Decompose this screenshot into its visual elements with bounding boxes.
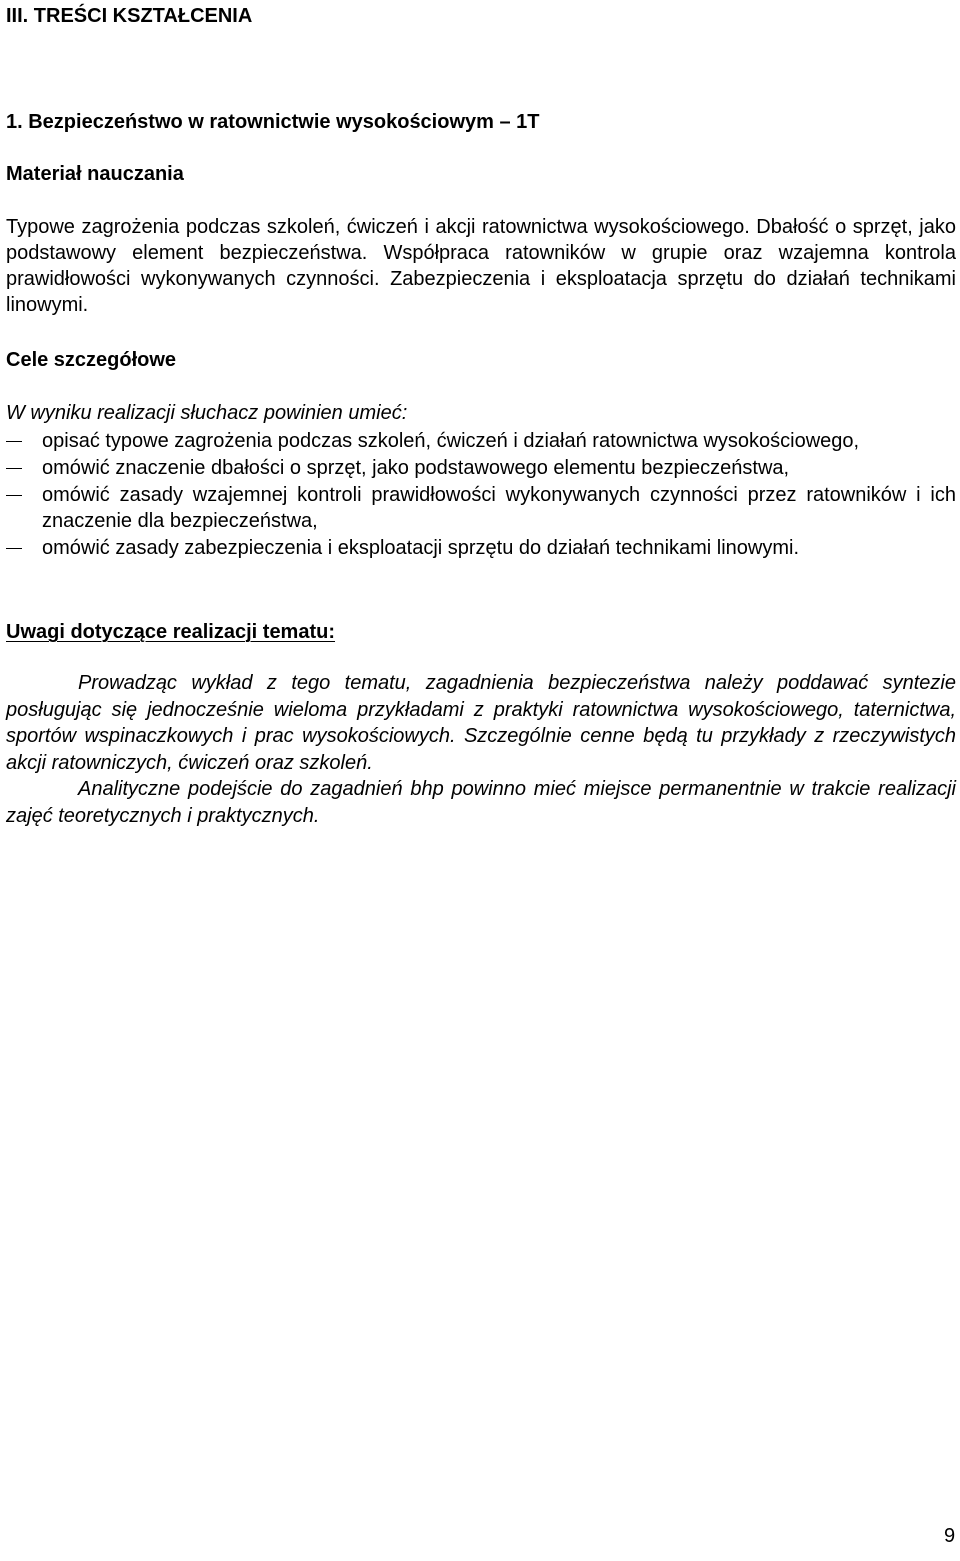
dash-bullet-icon xyxy=(6,548,22,549)
goal-item xyxy=(6,455,956,481)
dash-bullet-icon xyxy=(6,468,22,469)
goal-item-text: opisać typowe zagrożenia podczas szkoleń, ćwiczeń i działań ratownictwa wysokościowego, xyxy=(42,430,860,452)
dash-bullet-icon xyxy=(6,441,22,442)
chapter-title: III. TREŚCI KSZTAŁCENIA xyxy=(6,5,253,27)
goal-item-text: omówić zasady wzajemnej kontroli prawidłowości wykonywanych czynności przez ratowników i ich znaczenie dla bezpieczeństwa, xyxy=(42,484,956,532)
notes-heading: Uwagi dotyczące realizacji tematu: xyxy=(6,621,336,643)
notes-paragraph: Analityczne podejście do zagadnień bhp powinno mieć miejsce permanentnie w trakcie realizacji zajęć teoretycznych i praktycznych. xyxy=(6,778,956,827)
material-heading: Materiał nauczania xyxy=(6,163,184,185)
dash-bullet-icon xyxy=(6,495,22,496)
goals-list xyxy=(6,428,956,562)
goals-heading: Cele szczegółowe xyxy=(6,349,177,371)
goal-item-text: omówić zasady zabezpieczenia i eksploatacji sprzętu do działań technikami linowymi. xyxy=(42,537,800,559)
goal-item xyxy=(6,482,956,534)
page-number: 9 xyxy=(944,1525,956,1547)
notes-paragraph: Prowadząc wykład z tego tematu, zagadnienia bezpieczeństwa należy poddawać syntezie posługując się jednocześnie wieloma przykładami z praktyki ratownictwa wysokościowego, taternictwa, sportów wspinaczkowych i prac wysokościowych. Szczególnie cenne będą tu przykłady z rzeczywistych akcji ratowniczych, ćwiczeń oraz szkoleń. xyxy=(6,672,956,774)
goal-item-text: omówić znaczenie dbałości o sprzęt, jako podstawowego elementu bezpieczeństwa, xyxy=(42,457,790,479)
notes-section xyxy=(6,670,956,829)
goals-intro: W wyniku realizacji słuchacz powinien umieć: xyxy=(6,402,408,424)
goal-item xyxy=(6,535,956,561)
goal-item xyxy=(6,428,956,454)
topic-title: 1. Bezpieczeństwo w ratownictwie wysokościowym – 1T xyxy=(6,111,540,133)
material-paragraph: Typowe zagrożenia podczas szkoleń, ćwiczeń i akcji ratownictwa wysokościowego. Dbałość o sprzęt, jako podstawowy element bezpieczeństwa. Współpraca ratowników w grupie oraz wzajemna kontrola prawidłowości wykonywanych czynności. Zabezpieczenia i eksploatacja sprzętu do działań technikami linowymi. xyxy=(6,216,956,316)
